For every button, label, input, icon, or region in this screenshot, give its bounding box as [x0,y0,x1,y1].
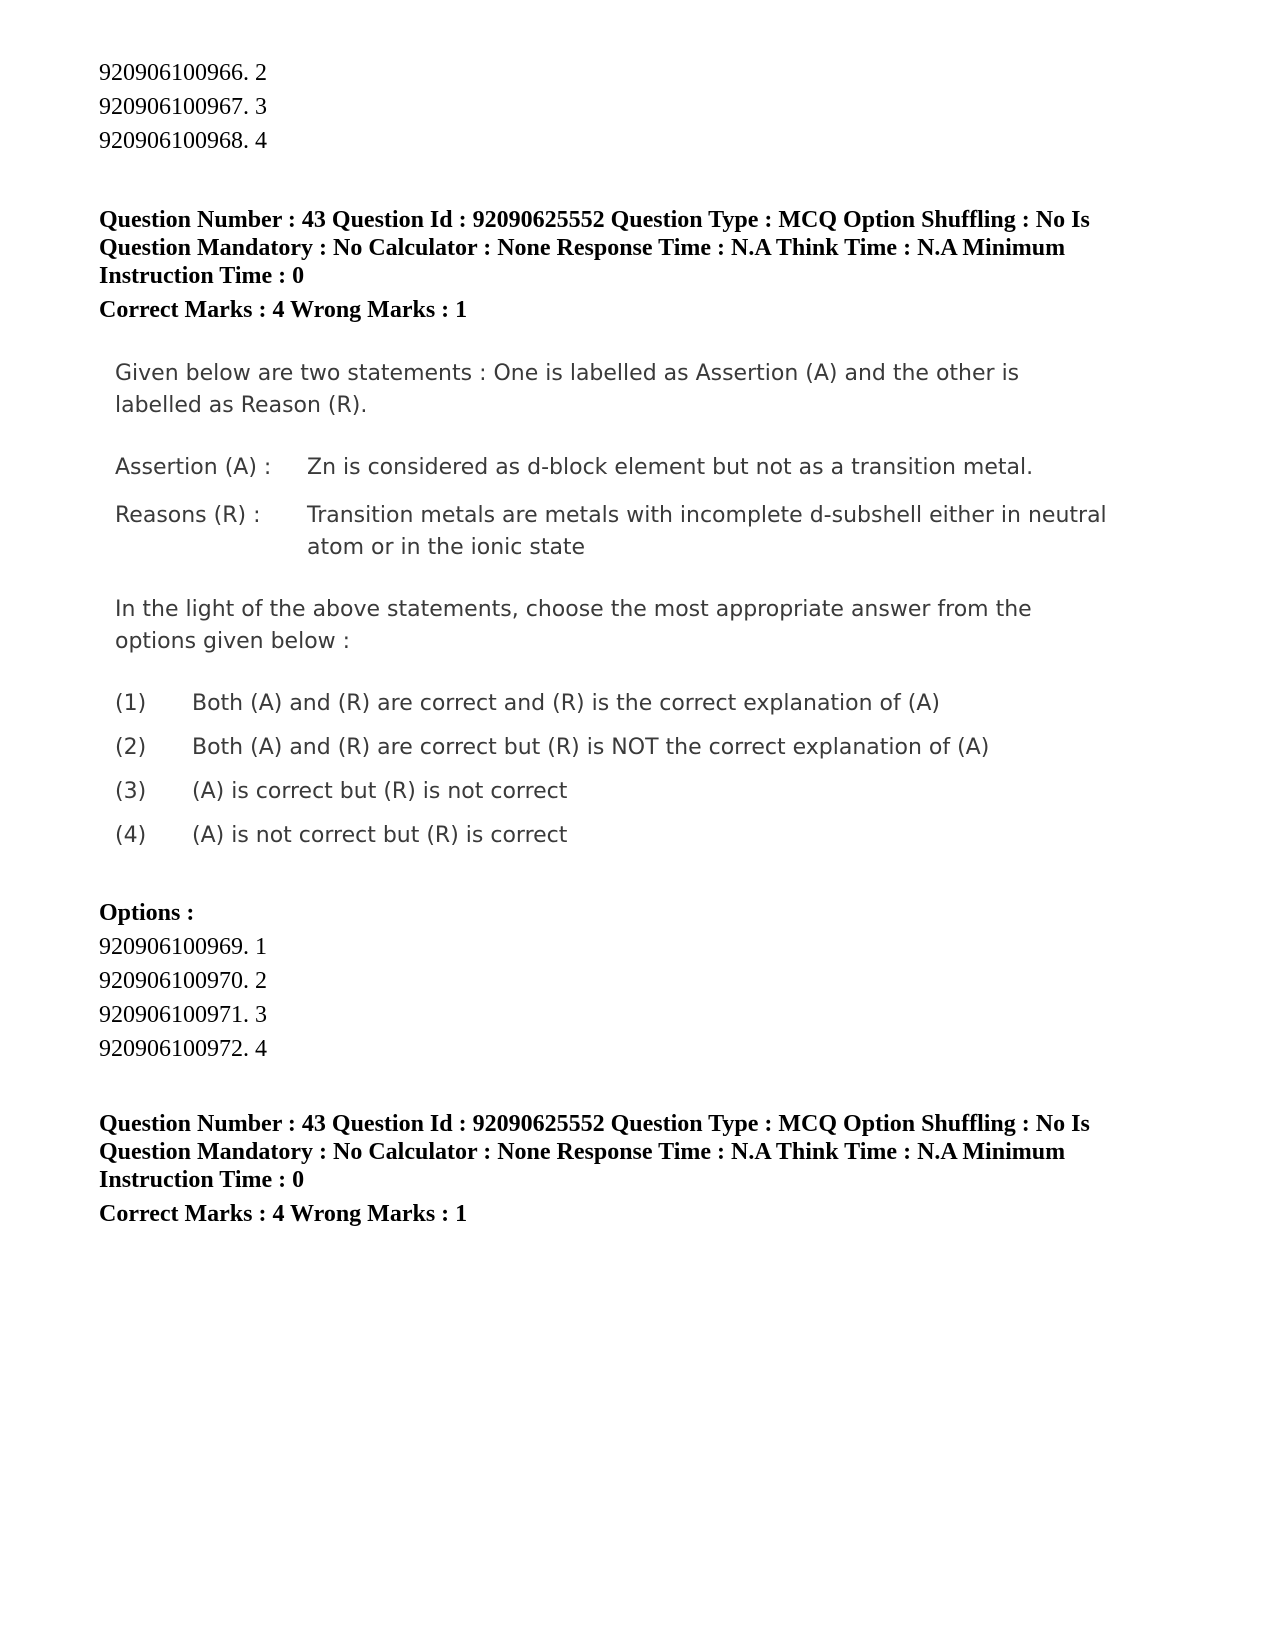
option-line: 920906100971. 3 [99,1002,267,1028]
question-meta-line: Question Mandatory : No Calculator : None Response Time : N.A Think Time : N.A Minimum [99,235,1066,261]
question-intro: labelled as Reason (R). [115,393,368,418]
choice-number: (2) [115,735,147,760]
choice-item [115,688,1135,732]
choice-item [115,820,1135,864]
reason-text-line: atom or in the ionic state [307,535,586,560]
choice-number: (3) [115,779,147,804]
assertion-label: Assertion (A) : [115,455,272,480]
question-marks: Correct Marks : 4 Wrong Marks : 1 [99,297,468,323]
reason-label: Reasons (R) : [115,503,261,528]
choice-text: (A) is correct but (R) is not correct [192,779,568,804]
reason-text-line: Transition metals are metals with incomplete d-subshell either in neutral [307,503,1107,528]
choice-item [115,776,1135,820]
question-header [99,206,1199,324]
previous-options-list [99,56,267,158]
option-line: 920906100968. 4 [99,128,267,154]
choices-list [115,688,1135,864]
option-line: 920906100970. 2 [99,968,267,994]
option-line: 920906100972. 4 [99,1036,267,1062]
choice-item [115,732,1135,776]
question-body [115,358,1135,864]
question-meta-line: Question Number : 43 Question Id : 92090625552 Question Type : MCQ Option Shuffling : No Is [99,1111,1090,1137]
option-line: 920906100967. 3 [99,94,267,120]
question-meta-line: Instruction Time : 0 [99,1167,305,1193]
question-instruction: options given below : [115,629,351,654]
options-label: Options : [99,900,195,926]
option-line: 920906100966. 2 [99,60,267,86]
choice-text: (A) is not correct but (R) is correct [192,823,568,848]
reason-row [115,500,1135,564]
question-intro: Given below are two statements : One is labelled as Assertion (A) and the other is [115,361,1020,386]
reason-text [307,500,1135,564]
question-meta-line: Instruction Time : 0 [99,263,305,289]
choice-text: Both (A) and (R) are correct and (R) is the correct explanation of (A) [192,691,940,716]
choice-number: (1) [115,691,147,716]
question-meta-line: Question Mandatory : No Calculator : None Response Time : N.A Think Time : N.A Minimum [99,1139,1066,1165]
choice-text: Both (A) and (R) are correct but (R) is NOT the correct explanation of (A) [192,735,990,760]
question-instruction: In the light of the above statements, choose the most appropriate answer from the [115,597,1032,622]
question-marks: Correct Marks : 4 Wrong Marks : 1 [99,1201,468,1227]
options-section [99,896,267,1066]
assertion-row [115,452,1135,484]
choice-number: (4) [115,823,147,848]
assertion-text: Zn is considered as d-block element but not as a transition metal. [307,455,1034,480]
question-meta-line: Question Number : 43 Question Id : 92090625552 Question Type : MCQ Option Shuffling : No Is [99,207,1090,233]
option-line: 920906100969. 1 [99,934,267,960]
question-header [99,1110,1199,1228]
